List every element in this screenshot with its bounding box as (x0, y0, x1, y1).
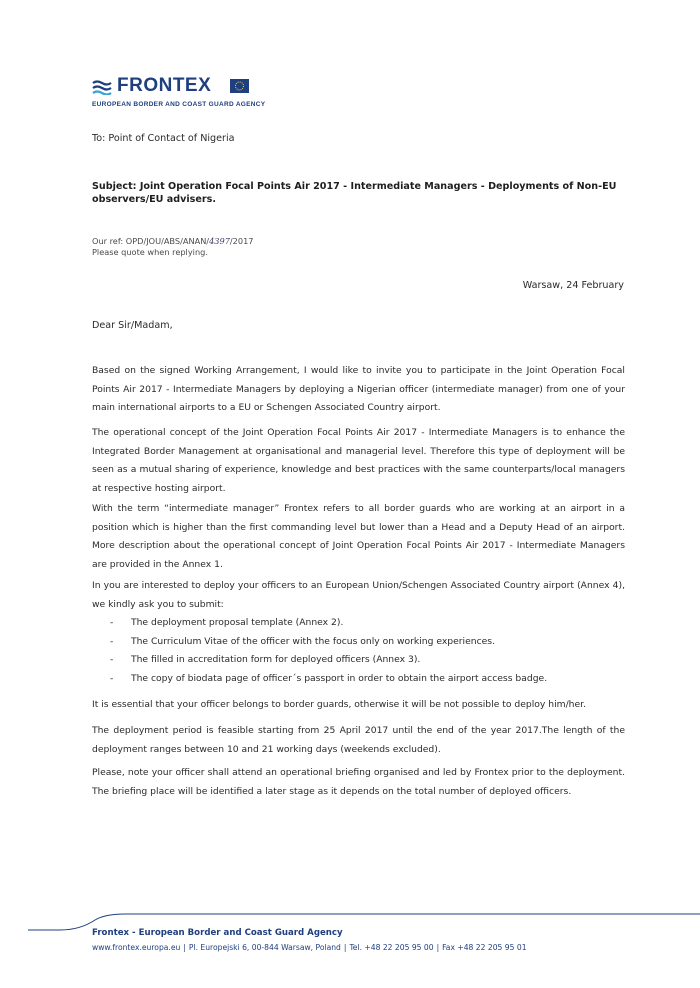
list-item: - The Curriculum Vitae of the officer with the focus only on working experiences. (110, 633, 547, 652)
list-dash: - (110, 654, 114, 665)
list-item: - The copy of biodata page of officer´s passport in order to obtain the airport access badge. (110, 670, 547, 689)
paragraph-definition: With the term “intermediate manager” Frontex refers to all border guards who are working at an airport in a position which is higher than the first commanding level but lower than a Head and a Deputy Head of an airport. More description about the operational concept of Joint Operation Focal Points Air 2017 - Intermediate Managers are provided in the Annex 1. (92, 503, 625, 570)
reference-prefix: Our ref: OPD/JOU/ABS/ANAN/ (92, 236, 210, 246)
paragraph-eligibility: It is essential that your officer belongs to border guards, otherwise it will be not possible to deploy him/her. (92, 699, 587, 710)
footer-contact (92, 943, 527, 952)
paragraph-concept: The operational concept of the Joint Operation Focal Points Air 2017 - Intermediate Managers is to enhance the Integrated Border Management at organisational and managerial level. Therefore this type of deployment will be seen as a mutual sharing of experience, knowledge and best practices with the same counterparts/local managers at respective hosting airport. (92, 427, 625, 494)
reference-line (92, 236, 254, 247)
list-item: - The filled in accreditation form for deployed officers (Annex 3). (110, 651, 547, 670)
paragraph-period: The deployment period is feasible starting from 25 April 2017 until the end of the year 2017.The length of the deployment ranges between 10 and 21 working days (weekends excluded). (92, 725, 625, 755)
list-dash: - (110, 617, 114, 628)
list-dash: - (110, 672, 114, 684)
logo-subtitle: EUROPEAN BORDER AND COAST GUARD AGENCY (92, 101, 266, 108)
eu-flag-icon (230, 79, 249, 93)
subject-line: Subject: Joint Operation Focal Points Air 2017 - Intermediate Managers - Deployments of Non-EU observers/EU advisers. (92, 181, 617, 205)
salutation: Dear Sir/Madam, (92, 320, 173, 331)
list-dash: - (110, 635, 114, 647)
reference-number-handwritten: 4397 (209, 236, 230, 246)
list-item: - The deployment proposal template (Annex 2). (110, 614, 547, 633)
paragraph-invitation: Based on the signed Working Arrangement, I would like to invite you to participate in the Joint Operation Focal Points Air 2017 - Intermediate Managers by deploying a Nigerian officer (intermediate manager) from one of your main international airports to a EU or Schengen Associated Country airport. (92, 365, 625, 413)
footer-address: Pl. Europejski 6, 00-844 Warsaw, Poland (188, 943, 341, 952)
footer-separator: | (183, 943, 186, 952)
letter-date: Warsaw, 24 February (522, 280, 624, 291)
footer-fax: Fax +48 22 205 95 01 (442, 943, 527, 952)
quote-note: Please quote when replying. (92, 247, 208, 257)
footer-separator: | (343, 943, 347, 952)
paragraph-briefing: Please, note your officer shall attend an operational briefing organised and led by Frontex prior to the deployment. The briefing place will be identified a later stage as it depends on the total number of deployed officers. (92, 767, 625, 797)
reference-block (92, 236, 254, 258)
logo-wordmark: FRONTEX (117, 75, 212, 96)
recipient-line: To: Point of Contact of Nigeria (92, 133, 235, 144)
reference-suffix: /2017 (229, 236, 254, 246)
footer-website[interactable]: www.frontex.europa.eu (92, 943, 181, 952)
frontex-logo (92, 76, 292, 116)
footer-tel: Tel. +48 22 205 95 00 (349, 943, 434, 952)
frontex-waves-icon (92, 79, 112, 95)
paragraph-request: In you are interested to deploy your officers to an European Union/Schengen Associated Country airport (Annex 4), we kindly ask you to submit: (92, 580, 625, 610)
footer-separator: | (436, 943, 440, 952)
footer-title: Frontex - European Border and Coast Guard Agency (92, 928, 343, 938)
submission-list (110, 614, 547, 688)
